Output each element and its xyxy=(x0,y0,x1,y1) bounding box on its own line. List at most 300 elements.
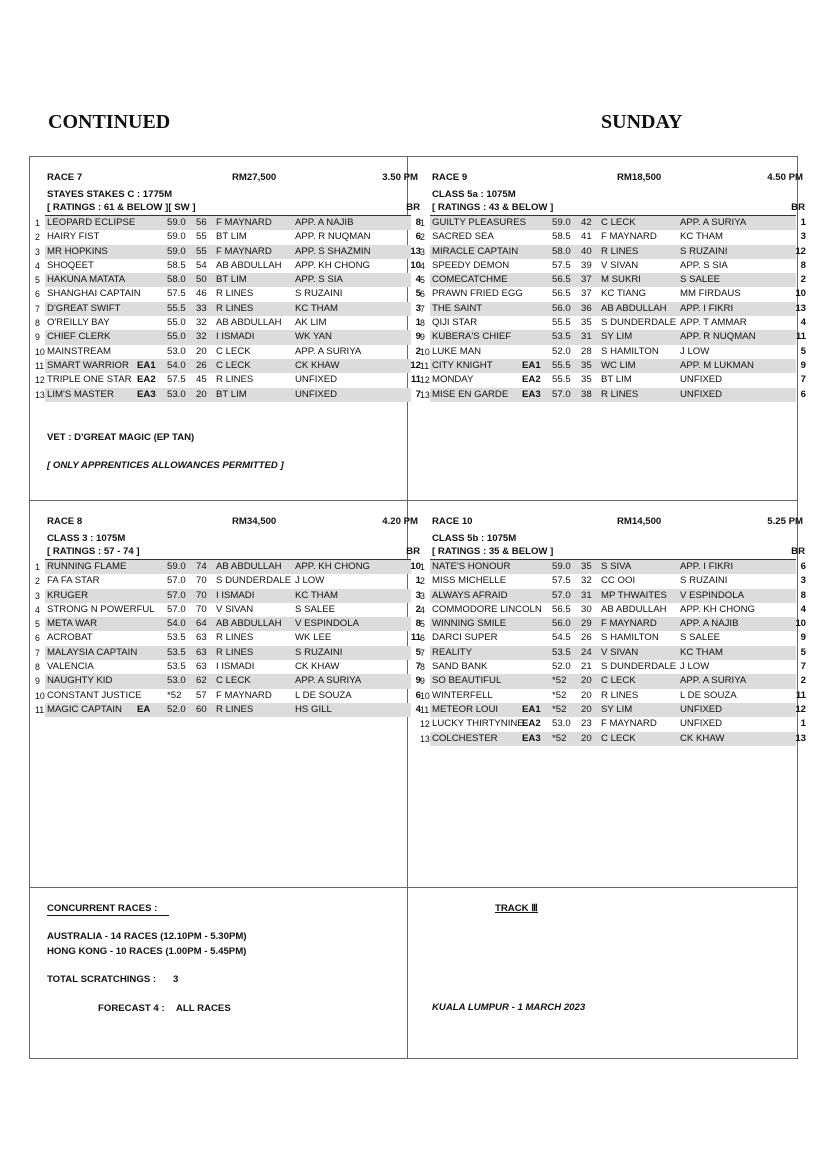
jockey-name: BT LIM xyxy=(601,374,632,386)
runner-number: 5 xyxy=(35,275,40,286)
handicap-weight: 56.0 xyxy=(552,618,571,630)
barrier-number: 1 xyxy=(800,718,806,730)
handicap-weight: *52 xyxy=(552,675,567,687)
runner-number: 10 xyxy=(35,690,45,701)
race-time: 4.20 PM xyxy=(382,516,418,527)
jockey-name: BT LIM xyxy=(216,231,247,243)
jockey-name: R LINES xyxy=(216,632,254,644)
runner-row xyxy=(35,273,421,287)
trainer-name: APP. S SIA xyxy=(680,259,728,271)
handicap-weight: 59.0 xyxy=(167,245,186,257)
runner-row xyxy=(35,689,421,703)
row-divider-top xyxy=(29,500,798,501)
jockey-name: R LINES xyxy=(216,288,254,300)
barrier-number: 13 xyxy=(795,302,806,314)
horse-name: TRIPLE ONE STAR xyxy=(47,374,132,386)
race-prize: RM27,500 xyxy=(232,172,277,183)
handicap-weight: 53.5 xyxy=(167,632,186,644)
horse-rating: 20 xyxy=(196,388,207,400)
emergency-acceptor: EA1 xyxy=(522,703,541,715)
horse-name: HAIRY FIST xyxy=(47,231,100,243)
horse-rating: 63 xyxy=(196,632,207,644)
handicap-weight: *52 xyxy=(167,689,182,701)
handicap-weight: 57.5 xyxy=(552,575,571,587)
barrier-number: 4 xyxy=(800,603,806,615)
horse-name: SO BEAUTIFUL xyxy=(432,675,502,687)
barrier-number: 9 xyxy=(800,359,806,371)
runner-number: 1 xyxy=(35,562,40,572)
trainer-name: KC THAM xyxy=(680,231,723,243)
handicap-weight: 53.5 xyxy=(167,646,186,658)
handicap-weight: 53.0 xyxy=(552,718,571,730)
trainer-name: S RUZAINI xyxy=(680,245,728,257)
trainer-name: S SALEE xyxy=(680,274,720,286)
barrier-number: 3 xyxy=(415,302,421,314)
runner-row xyxy=(35,560,421,574)
jockey-name: F MAYNARD xyxy=(216,689,272,701)
handicap-weight: 57.0 xyxy=(167,575,186,587)
barrier-number: 13 xyxy=(410,245,421,257)
jockey-name: C LECK xyxy=(601,675,636,687)
race-ratings xyxy=(430,546,805,560)
trainer-name: APP. I FIKRI xyxy=(680,302,734,314)
barrier-number: 4 xyxy=(415,703,421,715)
track-label: TRACK Ⅲ xyxy=(495,903,538,914)
runner-number: 5 xyxy=(420,275,425,286)
horse-name: NAUGHTY KID xyxy=(47,675,113,687)
horse-rating: 20 xyxy=(581,732,592,744)
runner-row xyxy=(420,732,806,746)
horse-name: GUILTY PLEASURES xyxy=(432,217,527,228)
jockey-name: AB ABDULLAH xyxy=(601,603,667,615)
horse-name: RUNNING FLAME xyxy=(47,561,127,572)
runner-row xyxy=(35,259,421,273)
runner-number: 2 xyxy=(35,232,40,243)
horse-rating: 55 xyxy=(196,231,207,243)
barrier-number: 2 xyxy=(415,345,421,357)
jockey-name: BT LIM xyxy=(216,388,247,400)
barrier-number: 7 xyxy=(415,388,421,400)
handicap-weight: 57.0 xyxy=(552,589,571,601)
barrier-header: BR xyxy=(791,546,805,557)
trainer-name: APP. A NAJIB xyxy=(680,618,739,630)
allowance-note: [ ONLY APPRENTICES ALLOWANCES PERMITTED ] xyxy=(47,460,284,471)
emergency-acceptor: EA xyxy=(137,703,151,715)
runner-number: 10 xyxy=(420,346,430,357)
runner-number: 4 xyxy=(420,260,425,271)
barrier-number: 7 xyxy=(415,661,421,673)
horse-rating: 35 xyxy=(581,374,592,386)
location-date: KUALA LUMPUR - 1 MARCH 2023 xyxy=(432,1002,586,1013)
horse-name: LEOPARD ECLIPSE xyxy=(47,217,136,228)
concurrent-australia: AUSTRALIA - 14 RACES (12.10PM - 5.30PM) xyxy=(47,931,247,942)
race-ratings xyxy=(430,202,805,216)
horse-name: WINNING SMILE xyxy=(432,618,507,630)
horse-rating: 20 xyxy=(581,703,592,715)
race-time: 5.25 PM xyxy=(767,516,803,527)
trainer-name: S RUZAINI xyxy=(680,575,728,587)
barrier-number: 9 xyxy=(800,632,806,644)
barrier-number: 12 xyxy=(795,245,806,257)
runner-row xyxy=(35,359,421,373)
horse-rating: 20 xyxy=(581,689,592,701)
horse-name: MALAYSIA CAPTAIN xyxy=(47,646,138,658)
horse-rating: 23 xyxy=(581,718,592,730)
runner-number: 3 xyxy=(35,590,40,601)
horse-rating: 29 xyxy=(581,618,592,630)
runner-row xyxy=(420,717,806,731)
horse-name: QIJI STAR xyxy=(432,317,478,329)
jockey-name: AB ABDULLAH xyxy=(216,259,282,271)
trainer-name: S SALEE xyxy=(295,603,335,615)
runner-number: 10 xyxy=(35,346,45,357)
barrier-number: 9 xyxy=(415,331,421,343)
horse-name: SAND BANK xyxy=(432,661,488,673)
runner-row xyxy=(420,617,806,631)
horse-rating: 26 xyxy=(196,359,207,371)
runner-row xyxy=(420,703,806,717)
handicap-weight: 55.5 xyxy=(552,374,571,386)
jockey-name: C LECK xyxy=(216,359,251,371)
runner-row xyxy=(420,230,806,244)
runner-row xyxy=(35,302,421,316)
horse-name: LUCKY THIRTYNINE xyxy=(432,718,524,730)
concurrent-races-title: CONCURRENT RACES : xyxy=(47,903,169,916)
horse-rating: 38 xyxy=(581,388,592,400)
race-name: RACE 9 xyxy=(432,172,468,183)
handicap-weight: 52.0 xyxy=(552,345,571,357)
trainer-name: APP. R NUQMAN xyxy=(680,331,756,343)
trainer-name: APP. T AMMAR xyxy=(680,317,747,329)
race-ratings xyxy=(45,202,420,216)
trainer-name: CK KHAW xyxy=(295,661,340,673)
handicap-weight: 57.5 xyxy=(167,374,186,386)
handicap-weight: *52 xyxy=(552,689,567,701)
runner-number: 8 xyxy=(420,318,425,329)
barrier-number: 11 xyxy=(795,689,806,701)
horse-name: KUBERA'S CHIEF xyxy=(432,331,512,343)
race-prize: RM18,500 xyxy=(617,172,662,183)
horse-rating: 31 xyxy=(581,331,592,343)
jockey-name: R LINES xyxy=(216,703,254,715)
horse-name: WINTERFELL xyxy=(432,689,493,701)
handicap-weight: 53.0 xyxy=(167,345,186,357)
horse-name: MAGIC CAPTAIN xyxy=(47,703,122,715)
jockey-name: CC OOI xyxy=(601,575,636,587)
vet-note: VET : D'GREAT MAGIC (EP TAN) xyxy=(47,432,195,443)
jockey-name: I ISMADI xyxy=(216,589,255,601)
trainer-name: KC THAM xyxy=(295,589,338,601)
horse-name: STRONG N POWERFUL xyxy=(47,603,155,615)
horse-rating: 45 xyxy=(196,374,207,386)
race-ratings-text: [ RATINGS : 35 & BELOW ] xyxy=(432,546,554,557)
jockey-name: C LECK xyxy=(601,732,636,744)
runner-number: 8 xyxy=(35,662,40,673)
runner-number: 9 xyxy=(420,332,425,343)
runner-row xyxy=(420,646,806,660)
runner-row xyxy=(420,631,806,645)
race-title-row xyxy=(430,172,803,185)
runner-number: 4 xyxy=(35,604,40,615)
runner-number: 11 xyxy=(420,704,430,715)
scratchings-label: TOTAL SCRATCHINGS : xyxy=(47,974,157,985)
horse-rating: 74 xyxy=(196,561,207,572)
handicap-weight: 56.5 xyxy=(552,288,571,300)
horse-rating: 64 xyxy=(196,618,207,630)
jockey-name: F MAYNARD xyxy=(601,718,657,730)
trainer-name: MM FIRDAUS xyxy=(680,288,741,300)
emergency-acceptor: EA1 xyxy=(522,359,541,371)
barrier-number: 7 xyxy=(800,374,806,386)
race-title-row xyxy=(430,516,803,529)
runner-row xyxy=(35,631,421,645)
handicap-weight: 54.0 xyxy=(167,618,186,630)
runner-row xyxy=(35,603,421,617)
horse-rating: 26 xyxy=(581,632,592,644)
horse-name: PRAWN FRIED EGG xyxy=(432,288,523,300)
runner-row xyxy=(420,287,806,301)
trainer-name: APP. R NUQMAN xyxy=(295,231,371,243)
handicap-weight: 56.5 xyxy=(552,274,571,286)
runner-row xyxy=(35,388,421,402)
jockey-name: F MAYNARD xyxy=(601,618,657,630)
jockey-name: I ISMADI xyxy=(216,331,255,343)
runner-list xyxy=(420,216,806,402)
horse-name: LIM'S MASTER xyxy=(47,388,114,400)
jockey-name: S SIVA xyxy=(601,561,632,572)
horse-name: HAKUNA MATATA xyxy=(47,274,126,286)
barrier-number: 6 xyxy=(415,231,421,243)
horse-rating: 70 xyxy=(196,575,207,587)
jockey-name: C LECK xyxy=(216,675,251,687)
emergency-acceptor: EA2 xyxy=(522,718,541,730)
runner-row xyxy=(420,373,806,387)
race-ratings-text: [ RATINGS : 61 & BELOW ][ SW ] xyxy=(47,202,196,213)
runner-row xyxy=(35,674,421,688)
runner-row xyxy=(420,316,806,330)
horse-name: MIRACLE CAPTAIN xyxy=(432,245,519,257)
barrier-number: 1 xyxy=(415,317,421,329)
handicap-weight: 52.0 xyxy=(167,703,186,715)
horse-rating: 46 xyxy=(196,288,207,300)
race-class: CLASS 5a : 1075M xyxy=(432,189,516,200)
horse-rating: 54 xyxy=(196,259,207,271)
jockey-name: R LINES xyxy=(601,388,639,400)
barrier-number: 11 xyxy=(410,632,421,644)
race-class: STAYES STAKES C : 1775M xyxy=(47,189,173,200)
race-name: RACE 10 xyxy=(432,516,473,527)
trainer-name: APP. KH CHONG xyxy=(295,259,370,271)
jockey-name: SY LIM xyxy=(601,703,633,715)
jockey-name: V SIVAN xyxy=(216,603,254,615)
horse-name: META WAR xyxy=(47,618,98,630)
runner-number: 2 xyxy=(35,576,40,587)
trainer-name: KC THAM xyxy=(680,646,723,658)
horse-name: MR HOPKINS xyxy=(47,245,108,257)
race-8-block xyxy=(35,516,421,717)
jockey-name: S DUNDERDALE xyxy=(601,317,677,329)
trainer-name: HS GILL xyxy=(295,703,332,715)
concurrent-hongkong: HONG KONG - 10 RACES (1.00PM - 5.45PM) xyxy=(47,946,247,957)
trainer-name: APP. A SURIYA xyxy=(295,345,362,357)
jockey-name: S HAMILTON xyxy=(601,345,659,357)
horse-name: CITY KNIGHT xyxy=(432,359,493,371)
horse-rating: 28 xyxy=(581,345,592,357)
jockey-name: AB ABDULLAH xyxy=(216,317,282,329)
trainer-name: S RUZAINI xyxy=(295,288,343,300)
race-name: RACE 8 xyxy=(47,516,83,527)
runner-number: 6 xyxy=(420,289,425,300)
horse-name: VALENCIA xyxy=(47,661,94,673)
trainer-name: UNFIXED xyxy=(680,703,723,715)
handicap-weight: 53.0 xyxy=(167,388,186,400)
runner-number: 5 xyxy=(420,619,425,630)
jockey-name: AB ABDULLAH xyxy=(216,561,282,572)
jockey-name: S HAMILTON xyxy=(601,632,659,644)
runner-number: 6 xyxy=(35,633,40,644)
barrier-number: 6 xyxy=(415,689,421,701)
jockey-name: SY LIM xyxy=(601,331,633,343)
barrier-number: 1 xyxy=(415,575,421,587)
barrier-number: 8 xyxy=(415,618,421,630)
runner-number: 4 xyxy=(420,604,425,615)
runner-number: 2 xyxy=(420,232,425,243)
horse-name: LUKE MAN xyxy=(432,345,482,357)
runner-row xyxy=(420,330,806,344)
horse-name: REALITY xyxy=(432,646,472,658)
emergency-acceptor: EA2 xyxy=(137,374,156,386)
runner-row xyxy=(35,617,421,631)
jockey-name: MP THWAITES xyxy=(601,589,667,601)
barrier-number: 6 xyxy=(800,561,806,572)
horse-name: FA FA STAR xyxy=(47,575,100,587)
handicap-weight: 53.0 xyxy=(167,675,186,687)
trainer-name: S SALEE xyxy=(680,632,720,644)
trainer-name: UNFIXED xyxy=(295,388,338,400)
trainer-name: APP. KH CHONG xyxy=(295,561,370,572)
horse-rating: 63 xyxy=(196,646,207,658)
handicap-weight: 55.0 xyxy=(167,317,186,329)
handicap-weight: 57.5 xyxy=(552,259,571,271)
barrier-header: BR xyxy=(791,202,805,213)
horse-rating: 31 xyxy=(581,589,592,601)
horse-rating: 70 xyxy=(196,589,207,601)
horse-name: COMECATCHME xyxy=(432,274,508,286)
jockey-name: F MAYNARD xyxy=(601,231,657,243)
runner-number: 13 xyxy=(420,389,430,400)
runner-number: 1 xyxy=(420,218,425,228)
handicap-weight: 58.0 xyxy=(552,245,571,257)
horse-rating: 35 xyxy=(581,561,592,572)
barrier-number: 8 xyxy=(415,217,421,228)
runner-number: 12 xyxy=(35,375,45,386)
race-time: 3.50 PM xyxy=(382,172,418,183)
trainer-name: UNFIXED xyxy=(295,374,338,386)
runner-number: 12 xyxy=(420,375,430,386)
race-title-row xyxy=(45,516,418,529)
barrier-number: 8 xyxy=(800,259,806,271)
horse-rating: 62 xyxy=(196,675,207,687)
jockey-name: F MAYNARD xyxy=(216,245,272,257)
jockey-name: R LINES xyxy=(216,374,254,386)
horse-rating: 55 xyxy=(196,245,207,257)
runner-row xyxy=(35,216,421,230)
handicap-weight: 58.5 xyxy=(167,259,186,271)
forecast-label: FORECAST 4 : xyxy=(98,1003,165,1014)
barrier-number: 11 xyxy=(410,374,421,386)
runner-row xyxy=(35,287,421,301)
runner-row xyxy=(35,646,421,660)
barrier-number: 5 xyxy=(800,646,806,658)
barrier-number: 7 xyxy=(800,661,806,673)
trainer-name: V ESPINDOLA xyxy=(680,589,744,601)
trainer-name: WK LEE xyxy=(295,632,332,644)
jockey-name: I ISMADI xyxy=(216,661,255,673)
trainer-name: J LOW xyxy=(680,345,710,357)
horse-name: NATE'S HONOUR xyxy=(432,561,511,572)
handicap-weight: 53.5 xyxy=(552,646,571,658)
handicap-weight: 58.5 xyxy=(552,231,571,243)
trainer-name: APP. A NAJIB xyxy=(295,217,354,228)
handicap-weight: 53.5 xyxy=(167,661,186,673)
runner-number: 1 xyxy=(420,562,425,572)
trainer-name: APP. A SURIYA xyxy=(680,217,747,228)
horse-name: D'GREAT SWIFT xyxy=(47,302,121,314)
runner-number: 11 xyxy=(35,360,45,371)
race-class: CLASS 3 : 1075M xyxy=(47,533,126,544)
runner-number: 3 xyxy=(420,246,425,257)
race-7-block xyxy=(35,172,421,402)
runner-row xyxy=(420,560,806,574)
horse-rating: 40 xyxy=(581,245,592,257)
horse-rating: 20 xyxy=(581,675,592,687)
runner-row xyxy=(420,259,806,273)
horse-name: CONSTANT JUSTICE xyxy=(47,689,142,701)
barrier-number: 5 xyxy=(800,345,806,357)
runner-number: 8 xyxy=(35,318,40,329)
horse-name: SACRED SEA xyxy=(432,231,494,243)
jockey-name: BT LIM xyxy=(216,274,247,286)
barrier-number: 3 xyxy=(415,589,421,601)
race-class: CLASS 5b : 1075M xyxy=(432,533,517,544)
runner-number: 4 xyxy=(35,260,40,271)
handicap-weight: 59.0 xyxy=(167,561,186,572)
runner-number: 3 xyxy=(35,246,40,257)
handicap-weight: 57.0 xyxy=(167,603,186,615)
runner-number: 6 xyxy=(420,633,425,644)
handicap-weight: 59.0 xyxy=(552,561,571,572)
trainer-name: CK KHAW xyxy=(680,732,725,744)
handicap-weight: 55.5 xyxy=(552,317,571,329)
jockey-name: AB ABDULLAH xyxy=(216,618,282,630)
barrier-number: 2 xyxy=(415,603,421,615)
header-day: SUNDAY xyxy=(601,111,683,133)
horse-rating: 63 xyxy=(196,661,207,673)
runner-row xyxy=(35,316,421,330)
handicap-weight: 53.5 xyxy=(552,331,571,343)
horse-rating: 60 xyxy=(196,703,207,715)
runner-number: 11 xyxy=(420,360,430,371)
horse-rating: 42 xyxy=(581,217,592,228)
race-9-block xyxy=(420,172,806,402)
emergency-acceptor: EA2 xyxy=(522,374,541,386)
handicap-weight: 57.0 xyxy=(552,388,571,400)
runner-row xyxy=(420,574,806,588)
barrier-header: BR xyxy=(406,202,420,213)
horse-rating: 37 xyxy=(581,274,592,286)
barrier-number: 2 xyxy=(800,675,806,687)
barrier-number: 2 xyxy=(800,274,806,286)
